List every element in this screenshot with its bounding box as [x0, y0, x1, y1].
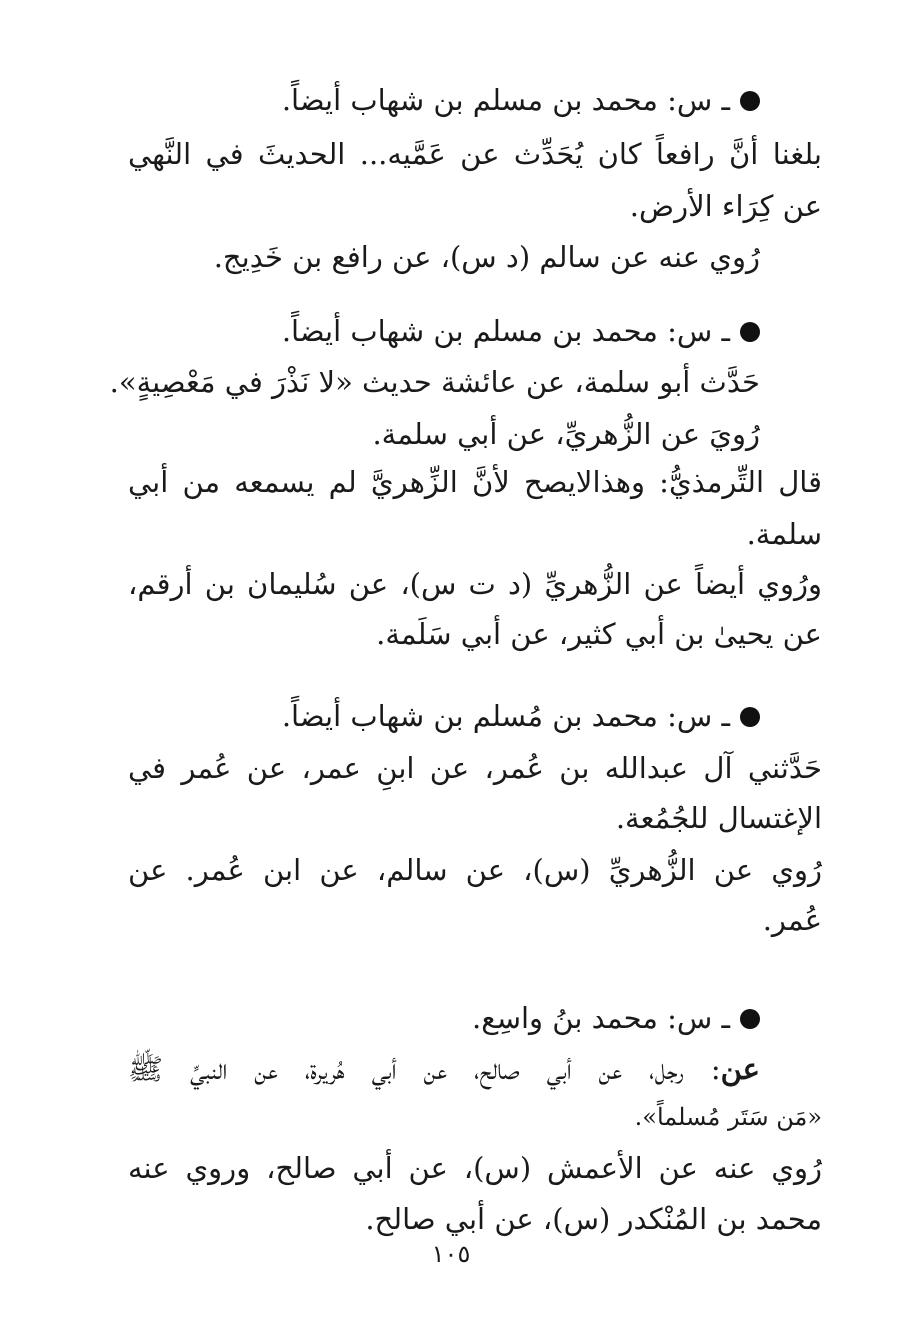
text-line: حَدَّثني آل عبدالله بن عُمر، عن ابنِ عمر، عن عُمر في — [128, 751, 822, 785]
entry-heading — [472, 1002, 760, 1035]
text-line: عُمر. — [762, 903, 822, 937]
text-line: بلغنا أنَّ رافعاً كان يُحَدِّث عن عَمَّيه... الحديثَ في النَّهي — [128, 137, 822, 171]
text-line: عن كِرَاء الأرض. — [629, 189, 822, 223]
heading-text: ـ س: محمد بن مسلم بن شهاب أيضاً. — [281, 314, 730, 348]
bullet-icon — [740, 707, 760, 727]
text-line: قال التِّرمذيُّ: وهذالايصح لأنَّ الزِّهريَّ لم يسمعه من أبي — [128, 465, 822, 499]
entry-heading — [282, 84, 760, 117]
text-line: حَدَّث أبو سلمة، عن عائشة حديث «لا نَذْرَ في مَعْصِيةٍ». — [109, 365, 760, 399]
text-line: رُوي عن الزُّهريِّ (س)، عن سالم، عن ابن عُمر. عن — [128, 853, 822, 887]
text-line: رُويَ عن الزُّهريِّ، عن أبي سلمة. — [372, 417, 760, 451]
entry-heading — [282, 315, 760, 348]
text-line: الإغتسال للجُمُعة. — [615, 801, 822, 835]
text-line: سلمة. — [746, 517, 822, 551]
line-rest: : رجل، عن أبي صالح، عن أبي هُريرة، عن النبيِّ ﷺ — [128, 1052, 721, 1086]
page-number: ١٠٥ — [431, 1240, 471, 1268]
bullet-icon — [740, 91, 760, 111]
text-line: رُوي عنه عن الأعمش (س)، عن أبي صالح، وروي عنه — [128, 1151, 822, 1185]
heading-text: ـ س: محمد بن مُسلم بن شهاب أيضاً. — [281, 699, 730, 733]
text-line: رُوي عنه عن سالم (د س)، عن رافع بن خَدِيج. — [213, 240, 760, 274]
entry-heading — [282, 700, 760, 733]
text-line: عن يحيىٰ بن أبي كثير، عن أبي سَلَمة. — [376, 617, 822, 651]
bold-lead: عن — [720, 1052, 760, 1086]
heading-text: ـ س: محمد بنُ واسِع. — [472, 1001, 730, 1035]
bullet-icon — [740, 1009, 760, 1029]
text-line: ورُوي أيضاً عن الزُّهريِّ (د ت س)، عن سُليمان بن أرقم، — [128, 567, 822, 601]
heading-text: ـ س: محمد بن مسلم بن شهاب أيضاً. — [281, 83, 730, 117]
text-line: «مَن سَتَر مُسلماً». — [634, 1103, 822, 1131]
text-line — [128, 1053, 760, 1086]
bullet-icon — [740, 322, 760, 342]
text-line: محمد بن المُنْكدر (س)، عن أبي صالح. — [365, 1202, 822, 1236]
